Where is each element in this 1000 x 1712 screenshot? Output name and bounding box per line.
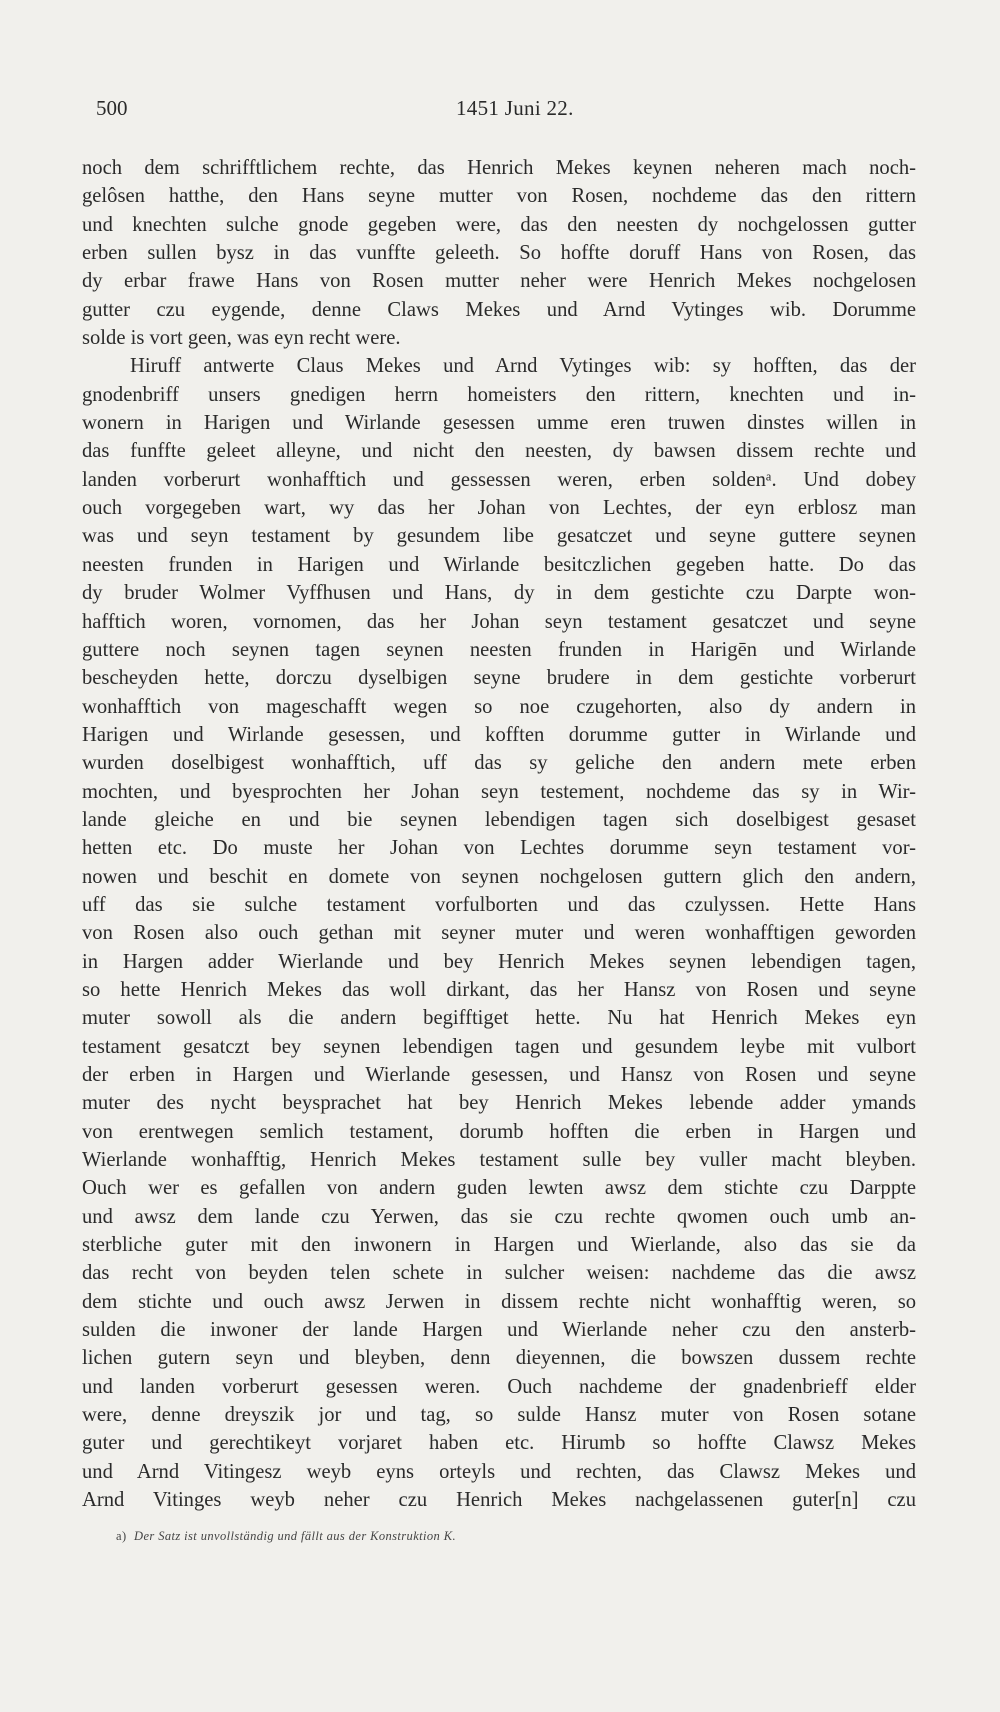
text-line: Arnd Vitinges weyb neher czu Henrich Mekes nachgelassenen guter[n] czu bbox=[82, 1489, 916, 1512]
text-line: von Rosen also ouch gethan mit seyner muter und weren wonhafftigen geworden bbox=[82, 922, 916, 945]
text-line: noch dem schrifftlichem rechte, das Henrich Mekes keynen neheren mach noch- bbox=[82, 157, 916, 179]
text-line: erben sullen bysz in das vunffte geleeth. So hoffte doruff Hans von Rosen, das bbox=[82, 242, 916, 265]
text-line: muter sowoll als die andern begifftiget hette. Nu hat Henrich Mekes eyn bbox=[82, 1007, 916, 1030]
page-number: 500 bbox=[96, 96, 128, 120]
text-line: lichen gutern seyn und bleyben, denn dieyennen, die bowszen dussem rechte bbox=[82, 1347, 916, 1370]
footnote-text: Der Satz ist unvollständig und fällt aus der Konstruktion K. bbox=[134, 1529, 456, 1543]
text-line: Ouch wer es gefallen von andern guden lewten awsz dem stichte czu Darppte bbox=[82, 1177, 916, 1200]
text-line: von erentwegen semlich testament, dorumb hofften die erben in Hargen und bbox=[82, 1120, 916, 1143]
text-line: lande gleiche en und bie seynen lebendigen tagen sich doselbigest gesaset bbox=[82, 808, 916, 831]
text-line: dem stichte und ouch awsz Jerwen in dissem rechte nicht wonhafftig weren, so bbox=[82, 1290, 916, 1313]
text-line: wurden doselbigest wonhafftich, uff das sy geliche den andern mete erben bbox=[82, 752, 916, 775]
text-line: Wierlande wonhafftig, Henrich Mekes testament sulle bey vuller macht bleyben. bbox=[82, 1149, 916, 1172]
text-line: guttere noch seynen tagen seynen neesten frunden in Harigēn und Wirlande bbox=[82, 638, 916, 661]
text-line: uff das sie sulche testament vorfulborten und das czulyssen. Hette Hans bbox=[82, 893, 916, 916]
text-line: das funffte geleet alleyne, und nicht den neesten, dy bawsen dissem rechte und bbox=[82, 440, 916, 463]
text-line: in Hargen adder Wierlande und bey Henrich Mekes seynen lebendigen tagen, bbox=[82, 950, 916, 973]
text-line: hetten etc. Do muste her Johan von Lechtes dorumme seyn testament vor- bbox=[82, 837, 916, 860]
text-line: dy bruder Wolmer Vyffhusen und Hans, dy in dem gestichte czu Darpte won- bbox=[82, 582, 916, 605]
text-line: nowen und beschit en domete von seynen nochgelosen guttern glich den andern, bbox=[82, 865, 916, 888]
text-line: bescheyden hette, dorczu dyselbigen seyne brudere in dem gestichte vorberurt bbox=[82, 667, 916, 690]
text-line: wonern in Harigen und Wirlande gesessen umme eren truwen dinstes willen in bbox=[82, 412, 916, 435]
text-line: Hiruff antwerte Claus Mekes und Arnd Vytinges wib: sy hofften, das der bbox=[130, 355, 916, 378]
text-line: guter und gerechtikeyt vorjaret haben etc. Hirumb so hoffte Clawsz Mekes bbox=[82, 1432, 916, 1455]
text-line: dy erbar frawe Hans von Rosen mutter neher were Henrich Mekes nochgelosen bbox=[82, 270, 916, 293]
footnote bbox=[116, 1529, 456, 1544]
text-line: muter des nycht beysprachet hat bey Henrich Mekes lebende adder ymands bbox=[82, 1092, 916, 1115]
running-head-date: 1451 Juni 22. bbox=[456, 96, 574, 120]
text-line: der erben in Hargen und Wierlande gesessen, und Hansz von Rosen und seyne bbox=[82, 1064, 916, 1086]
text-line: und Arnd Vitingesz weyb eyns orteyls und rechten, das Clawsz Mekes und bbox=[82, 1460, 916, 1483]
footnote-label: a) bbox=[116, 1529, 127, 1543]
page-header bbox=[96, 96, 916, 126]
text-line: gelôsen hatthe, den Hans seyne mutter von Rosen, nochdeme das den rittern bbox=[82, 185, 916, 208]
text-line: so hette Henrich Mekes das woll dirkant, das her Hansz von Rosen und seyne bbox=[82, 978, 916, 1001]
text-line: solde is vort geen, was eyn recht were. bbox=[82, 327, 401, 350]
text-line: was und seyn testament by gesundem libe gesatczet und seyne guttere seynen bbox=[82, 525, 916, 548]
text-line: ouch vorgegeben wart, wy das her Johan von Lechtes, der eyn erblosz man bbox=[82, 497, 916, 520]
body-text bbox=[82, 154, 916, 1515]
text-line: gnodenbriff unsers gnedigen herrn homeisters den rittern, knechten und in- bbox=[82, 383, 916, 406]
text-line: Harigen und Wirlande gesessen, und kofften dorumme gutter in Wirlande und bbox=[82, 723, 916, 746]
text-line: und landen vorberurt gesessen weren. Ouch nachdeme der gnadenbrieff elder bbox=[82, 1375, 916, 1398]
text-line: testament gesatczt bey seynen lebendigen tagen und gesundem leybe mit vulbort bbox=[82, 1035, 916, 1058]
text-line: landen vorberurt wonhafftich und gessessen weren, erben soldenᵃ. Und dobey bbox=[82, 468, 916, 491]
text-line: neesten frunden in Harigen und Wirlande besitczlichen gegeben hatte. Do das bbox=[82, 553, 916, 576]
text-line: sterbliche guter mit den inwonern in Hargen und Wierlande, also das sie da bbox=[82, 1234, 916, 1257]
text-line: hafftich woren, vornomen, das her Johan seyn testament gesatczet und seyne bbox=[82, 610, 916, 633]
text-line: gutter czu eygende, denne Claws Mekes und Arnd Vytinges wib. Dorumme bbox=[82, 298, 916, 321]
text-line: das recht von beyden telen schete in sulcher weisen: nachdeme das die awsz bbox=[82, 1262, 916, 1285]
text-line: mochten, und byesprochten her Johan seyn testement, nochdeme das sy in Wir- bbox=[82, 780, 916, 803]
text-line: und knechten sulche gnode gegeben were, das den neesten dy nochgelossen gutter bbox=[82, 213, 916, 236]
text-line: sulden die inwoner der lande Hargen und Wierlande neher czu den ansterb- bbox=[82, 1319, 916, 1342]
text-line: und awsz dem lande czu Yerwen, das sie czu rechte qwomen ouch umb an- bbox=[82, 1205, 916, 1228]
text-line: were, denne dreyszik jor und tag, so sulde Hansz muter von Rosen sotane bbox=[82, 1404, 916, 1427]
text-line: wonhafftich von mageschafft wegen so noe czugehorten, also dy andern in bbox=[82, 695, 916, 718]
